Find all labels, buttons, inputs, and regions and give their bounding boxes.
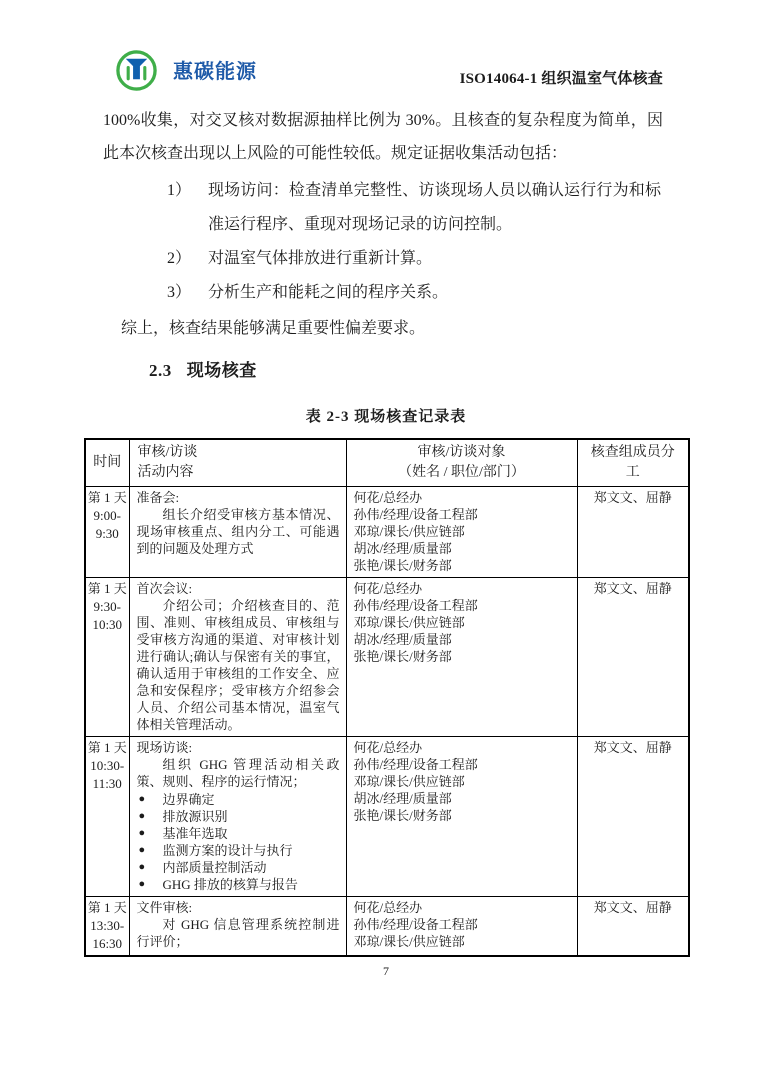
column-header-line: 活动内容 xyxy=(137,465,194,480)
section-title: 现场核查 xyxy=(186,361,257,380)
table-header-row xyxy=(85,439,689,487)
attendee-line: 何花/总经办 xyxy=(353,740,423,755)
column-header-line: 审核/访谈 xyxy=(137,445,198,460)
table-row-1 xyxy=(85,487,689,578)
table-body xyxy=(85,487,689,957)
activity-bullet-item xyxy=(137,825,340,842)
time-line: 第 1 天 xyxy=(87,581,127,596)
time-line: 第 1 天 xyxy=(87,490,127,505)
attendee-line: 孙伟/经理/设备工程部 xyxy=(353,598,478,613)
team-members-cell: 郑文文、屈静 xyxy=(577,578,689,737)
bullet-icon: ● xyxy=(138,827,146,839)
attendee-line: 胡冰/经理/质量部 xyxy=(353,632,452,647)
list-item-number: 2） xyxy=(167,250,192,267)
attendee-line: 邓琼/课长/供应链部 xyxy=(353,524,465,539)
list-item-3 xyxy=(167,276,661,310)
attendees-cell xyxy=(346,737,577,897)
activity-cell xyxy=(129,897,346,957)
intro-paragraph: 100%收集，对交叉核对数据源抽样比例为 30%。且核查的复杂程度为简单，因此本次核查出现以上风险的可能性较低。规定证据收集活动包括： xyxy=(103,112,663,162)
time-line: 第 1 天 xyxy=(87,740,127,755)
activity-description: 组织 GHG 管理活动相关政策、规则、程序的运行情况； xyxy=(136,757,340,789)
team-members-cell: 郑文文、屈静 xyxy=(577,487,689,578)
attendee-line: 张艳/课长/财务部 xyxy=(353,558,452,573)
attendee-line: 孙伟/经理/设备工程部 xyxy=(353,917,478,932)
attendees-cell xyxy=(346,897,577,957)
activity-cell xyxy=(129,487,346,578)
bullet-icon: ● xyxy=(138,844,146,856)
column-header-line: 核查组成员分 xyxy=(590,445,675,460)
activity-bullet-list xyxy=(137,791,340,893)
activity-description: 组长介绍受审核方基本情况、现场审核重点、组内分工、可能遇到的问题及处理方式 xyxy=(136,507,340,556)
bullet-text: 监测方案的设计与执行 xyxy=(162,843,293,858)
activity-title: 准备会: xyxy=(136,490,180,505)
attendee-line: 孙伟/经理/设备工程部 xyxy=(353,507,478,522)
bullet-text: GHG 排放的核算与报告 xyxy=(162,877,298,892)
company-name: 惠碳能源 xyxy=(173,61,257,83)
site-audit-table-wrap xyxy=(84,438,675,957)
site-audit-record-table xyxy=(84,438,690,957)
bullet-icon: ● xyxy=(138,810,146,822)
column-header-line: 工 xyxy=(625,465,640,480)
bullet-icon: ● xyxy=(138,793,146,805)
attendee-line: 邓琼/课长/供应链部 xyxy=(353,774,465,789)
list-item-1 xyxy=(167,174,661,242)
attendee-line: 胡冰/经理/质量部 xyxy=(353,791,452,806)
team-members-cell: 郑文文、屈静 xyxy=(577,737,689,897)
company-logo xyxy=(115,49,257,92)
bullet-text: 排放源识别 xyxy=(162,809,228,824)
activity-description: 介绍公司；介绍核查目的、范围、准则、审核组成员、审核组与受审核方沟通的渠道、对审核计划进行确认;确认与保密有关的事宜，确认适用于审核组的工作安全、应急和安保程序；受审核方介绍参会人员、介绍公司基本情况，温室气体相关管理活动。 xyxy=(136,598,340,732)
attendee-line: 胡冰/经理/质量部 xyxy=(353,541,452,556)
team-members-cell: 郑文文、屈静 xyxy=(577,897,689,957)
table-header xyxy=(85,439,689,487)
activity-bullet-item xyxy=(137,859,340,876)
document-title: ISO14064-1 组织温室气体核查 xyxy=(459,71,663,87)
time-cell xyxy=(85,897,129,957)
activity-description: 对 GHG 信息管理系统控制进行评价； xyxy=(136,917,340,949)
attendee-line: 何花/总经办 xyxy=(353,490,423,505)
time-line: 第 1 天 xyxy=(87,900,127,915)
activity-title: 现场访谈: xyxy=(136,740,193,755)
attendee-line: 孙伟/经理/设备工程部 xyxy=(353,757,478,772)
page-header xyxy=(115,46,663,92)
bullet-text: 基准年选取 xyxy=(162,826,228,841)
section-heading xyxy=(149,356,663,381)
column-header xyxy=(346,439,577,487)
table-row-3 xyxy=(85,737,689,897)
attendee-line: 邓琼/课长/供应链部 xyxy=(353,934,465,949)
bullet-icon: ● xyxy=(138,878,146,890)
attendees-cell xyxy=(346,578,577,737)
column-header xyxy=(85,439,129,487)
activity-cell xyxy=(129,737,346,897)
attendees-cell xyxy=(346,487,577,578)
section-number: 2.3 xyxy=(149,361,172,380)
table-row-2 xyxy=(85,578,689,737)
list-item-number: 3） xyxy=(167,284,192,301)
attendee-line: 张艳/课长/财务部 xyxy=(353,649,452,664)
column-header xyxy=(129,439,346,487)
evidence-activity-list xyxy=(167,174,661,310)
bullet-text: 内部质量控制活动 xyxy=(162,860,267,875)
activity-bullet-item xyxy=(137,791,340,808)
column-header-line: 审核/访谈对象 xyxy=(417,445,506,460)
table-caption: 表 2-3 现场核查记录表 xyxy=(305,409,467,425)
ht-energy-logo-icon xyxy=(115,49,158,92)
list-item-2 xyxy=(167,242,661,276)
time-line: 11:30 xyxy=(92,776,122,791)
column-header-line: （姓名 / 职位/部门） xyxy=(398,465,525,480)
page-number: 7 xyxy=(383,964,389,978)
time-line: 10:30 xyxy=(92,617,123,632)
bullet-text: 边界确定 xyxy=(162,792,215,807)
page-footer xyxy=(84,964,688,979)
time-cell xyxy=(85,487,129,578)
time-line: 9:30- xyxy=(93,599,121,614)
list-item-text: 分析生产和能耗之间的程序关系。 xyxy=(208,284,449,301)
attendee-line: 邓琼/课长/供应链部 xyxy=(353,615,465,630)
table-row-4 xyxy=(85,897,689,957)
time-line: 10:30- xyxy=(90,758,125,773)
attendee-line: 何花/总经办 xyxy=(353,900,423,915)
activity-bullet-item xyxy=(137,808,340,825)
column-header xyxy=(577,439,689,487)
attendee-line: 何花/总经办 xyxy=(353,581,423,596)
attendee-line: 张艳/课长/财务部 xyxy=(353,808,452,823)
time-line: 16:30 xyxy=(92,936,123,951)
time-line: 9:30 xyxy=(95,526,119,541)
activity-bullet-item xyxy=(137,876,340,893)
activity-title: 首次会议: xyxy=(136,581,193,596)
time-line: 9:00- xyxy=(93,508,121,523)
column-header-line: 时间 xyxy=(93,455,122,470)
activity-cell xyxy=(129,578,346,737)
time-cell xyxy=(85,578,129,737)
list-item-number: 1） xyxy=(167,182,192,199)
list-item-text: 现场访问：检查清单完整性、访谈现场人员以确认运行行为和标准运行程序、重现对现场记录的访问控制。 xyxy=(208,182,661,233)
list-item-text: 对温室气体排放进行重新计算。 xyxy=(208,250,433,267)
activity-title: 文件审核: xyxy=(136,900,193,915)
time-cell xyxy=(85,737,129,897)
time-line: 13:30- xyxy=(90,918,125,933)
activity-bullet-item xyxy=(137,842,340,859)
bullet-icon: ● xyxy=(138,861,146,873)
conclusion-paragraph: 综上，核查结果能够满足重要性偏差要求。 xyxy=(121,320,426,337)
